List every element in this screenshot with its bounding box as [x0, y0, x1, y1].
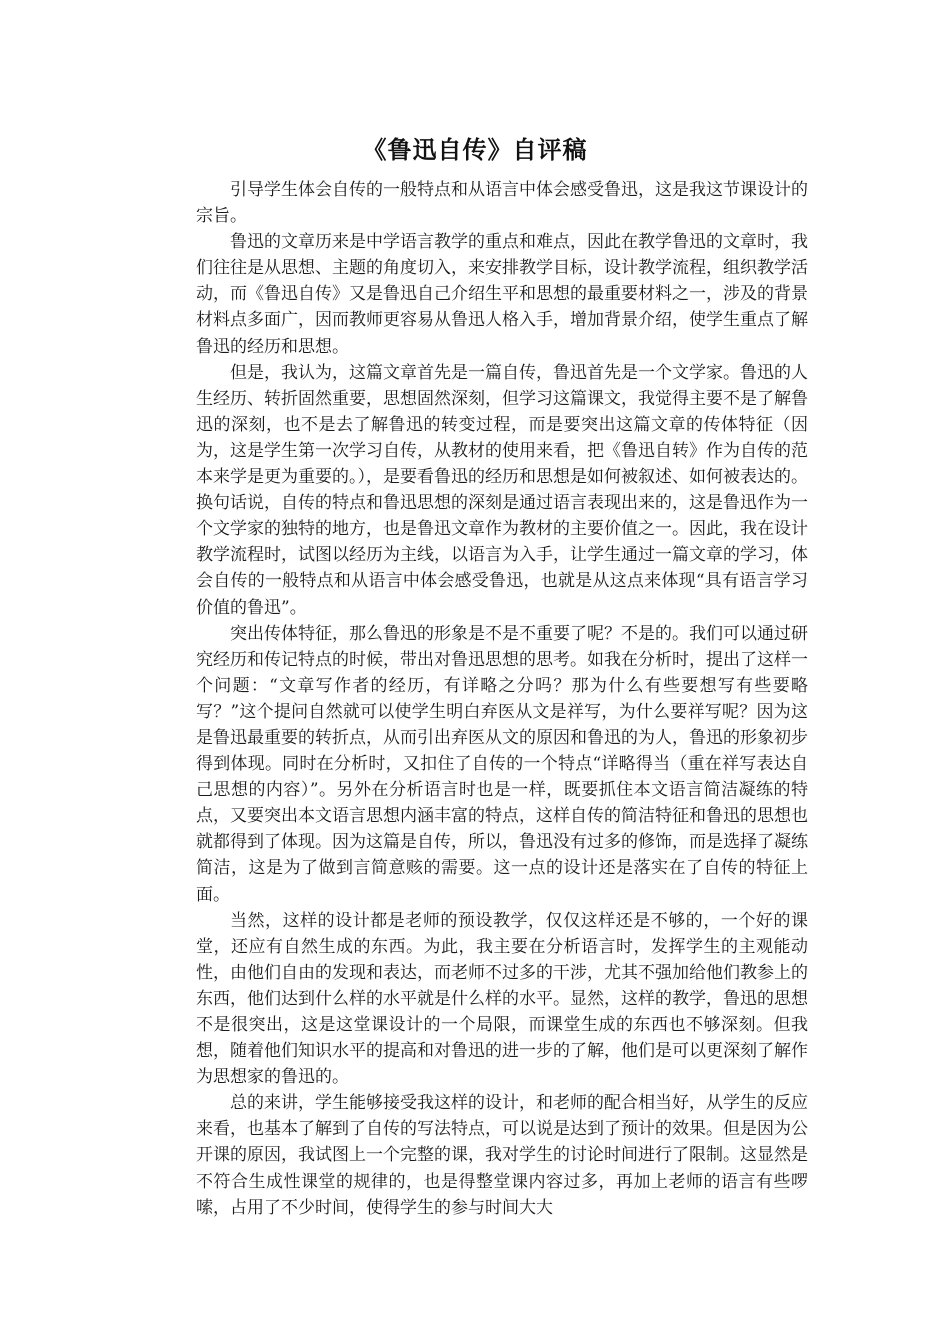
- paragraph-3: 但是，我认为，这篇文章首先是一篇自传，鲁迅首先是一个文学家。鲁迅的人生经历、转折固然重要，思想固然深刻，但学习这篇课文，我觉得主要不是了解鲁迅的深刻，也不是去了解鲁迅的转变过程，而是要突出这篇文章的传体特征（因为，这是学生第一次学习自传，从教材的使用来看，把《鲁迅自转》作为自传的范本来学是更为重要的。），是要看鲁迅的经历和思想是如何被叙述、如何被表达的。换句话说，自传的特点和鲁迅思想的深刻是通过语言表现出来的，这是鲁迅作为一个文学家的独特的地方，也是鲁迅文章作为教材的主要价值之一。因此，我在设计教学流程时，试图以经历为主线，以语言为入手，让学生通过一篇文章的学习，体会自传的一般特点和从语言中体会感受鲁迅，也就是从这点来体现“具有语言学习价值的鲁迅”。: [196, 362, 808, 618]
- document-body: [196, 177, 808, 1221]
- document-title: 《鲁迅自传》自评稿: [362, 136, 588, 164]
- paragraph-6: 总的来讲，学生能够接受我这样的设计，和老师的配合相当好，从学生的反应来看，也基本了解到了自传的写法特点，可以说是达到了预计的效果。但是因为公开课的原因，我试图上一个完整的课，我对学生的讨论时间进行了限制。这显然是不符合生成性课堂的规律的，也是得整堂课内容过多，再加上老师的语言有些啰嗦，占用了不少时间，使得学生的参与时间大大: [196, 1093, 808, 1218]
- paragraph-2: 鲁迅的文章历来是中学语言教学的重点和难点，因此在教学鲁迅的文章时，我们往往是从思想、主题的角度切入，来安排教学目标，设计教学流程，组织教学活动，而《鲁迅自传》又是鲁迅自己介绍生平和思想的最重要材料之一，涉及的背景材料点多面广，因而教师更容易从鲁迅人格入手，增加背景介绍，使学生重点了解鲁迅的经历和思想。: [196, 232, 808, 357]
- paragraph-4: 突出传体特征，那么鲁迅的形象是不是不重要了呢？不是的。我们可以通过研究经历和传记特点的时候，带出对鲁迅思想的思考。如我在分析时，提出了这样一个问题：“文章写作者的经历，有详略之分吗？那为什么有些要想写有些要略写？”这个提问自然就可以使学生明白弃医从文是祥写，为什么要祥写呢？因为这是鲁迅最重要的转折点，从而引出弃医从文的原因和鲁迅的为人，鲁迅的形象初步得到体现。同时在分析时，又扣住了自传的一个特点“详略得当（重在祥写表达自己思想的内容）”。另外在分析语言时也是一样，既要抓住本文语言简洁凝练的特点，又要突出本文语言思想内涵丰富的特点，这样自传的简洁特征和鲁迅的思想也就都得到了体现。因为这篇是自传，所以，鲁迅没有过多的修饰，而是选择了凝练简洁，这是为了做到言简意赅的需要。这一点的设计还是落实在了自传的特征上面。: [196, 623, 808, 905]
- paragraph-5: 当然，这样的设计都是老师的预设教学，仅仅这样还是不够的，一个好的课堂，还应有自然生成的东西。为此，我主要在分析语言时，发挥学生的主观能动性，由他们自由的发现和表达，而老师不过多的干涉，尤其不强加给他们教参上的东西，他们达到什么样的水平就是什么样的水平。显然，这样的教学，鲁迅的思想不是很突出，这是这堂课设计的一个局限，而课堂生成的东西也不够深刻。但我想，随着他们知识水平的提高和对鲁迅的进一步的了解，他们是可以更深刻了解作为思想家的鲁迅的。: [196, 910, 808, 1088]
- paragraph-1: 引导学生体会自传的一般特点和从语言中体会感受鲁迅，这是我这节课设计的宗旨。: [196, 180, 808, 227]
